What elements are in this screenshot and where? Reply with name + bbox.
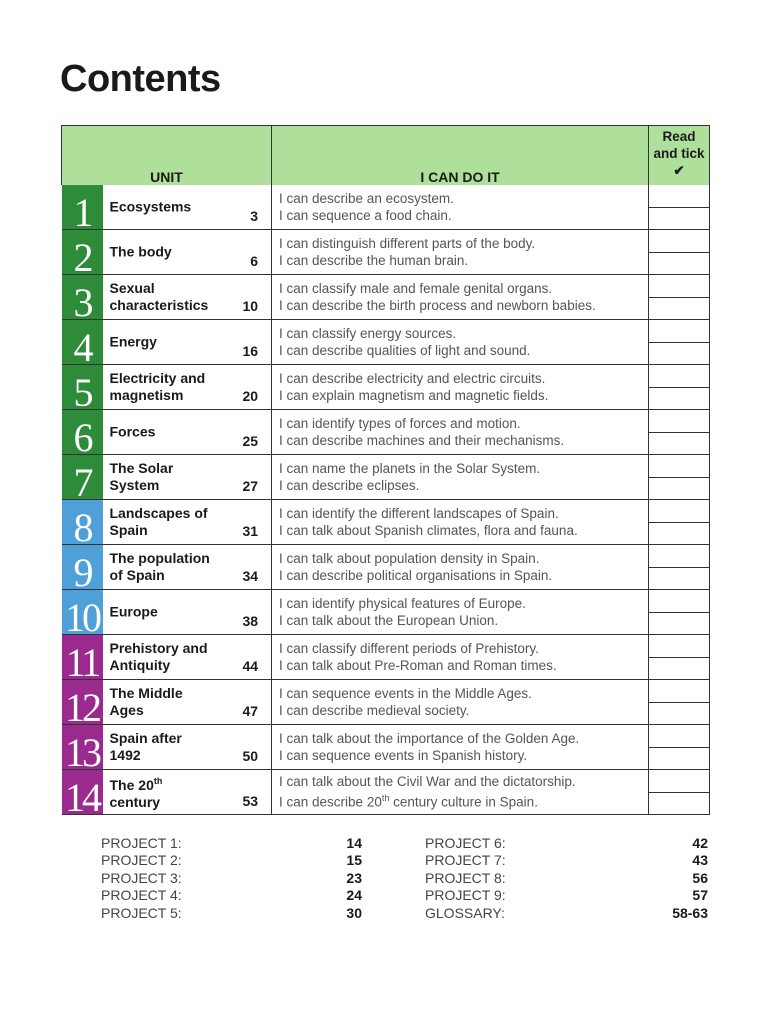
ican-statement: I can talk about Spanish climates, flora and fauna. [279,523,578,538]
unit-number-badge [62,635,103,680]
ican-cell [272,275,649,320]
unit-cell [103,320,272,365]
project-page-number: 58-63 [672,904,708,921]
unit-page-number: 47 [242,703,259,719]
unit-row [62,500,710,545]
unit-row [62,455,710,500]
ican-statement: I can describe machines and their mechanisms. [279,433,565,448]
unit-page-number: 10 [242,298,259,314]
ican-statement: I can classify male and female genital organs. [279,281,553,296]
ican-statement: I can describe political organisations in Spain. [279,568,553,583]
project-page-number: 14 [346,835,362,851]
unit-number-badge [62,545,103,590]
ican-column-header: I CAN DO IT [272,126,649,186]
project-page-number: 42 [692,835,708,851]
tick-checkbox[interactable] [649,681,709,703]
tick-cell [649,185,710,230]
ican-statement: I can describe qualities of light and sound. [279,343,531,358]
ican-statement: I can describe eclipses. [279,478,420,493]
read-tick-column-header [649,126,710,186]
project-label: GLOSSARY: [425,904,505,921]
unit-row [62,770,710,815]
unit-row [62,410,710,455]
tick-checkbox[interactable] [649,523,709,544]
unit-cell [103,680,272,725]
tick-cell [649,545,710,590]
ican-cell [272,185,649,230]
ican-statement: I can distinguish different parts of the body. [279,236,536,251]
project-label: PROJECT 2: [101,852,182,869]
ican-cell [272,635,649,680]
tick-cell [649,365,710,410]
unit-number: 14 [65,775,99,815]
unit-page-number: 16 [242,343,259,359]
unit-name: The population of Spain [109,550,210,583]
unit-name: Forces [109,423,156,440]
unit-number-badge [62,320,103,365]
ican-statement: I can describe electricity and electric circuits. [279,371,546,386]
unit-name: The body [109,243,172,260]
tick-checkbox[interactable] [649,613,709,634]
project-label: PROJECT 7: [425,852,506,869]
ican-cell [272,680,649,725]
ican-cell [272,725,649,770]
unit-page-number: 6 [250,253,259,269]
tick-checkbox[interactable] [649,186,709,208]
tick-checkbox[interactable] [649,793,709,814]
unit-number-badge [62,365,103,410]
unit-name: Energy [109,333,157,350]
checkmark-icon: ✔ [673,163,685,178]
unit-number-badge [62,230,103,275]
unit-cell [103,500,272,545]
unit-page-number: 38 [242,613,259,629]
project-page-number: 23 [346,869,362,886]
ican-statement: I can talk about population density in Spain. [279,551,540,566]
tick-cell [649,275,710,320]
unit-cell [103,635,272,680]
ican-statement: I can describe the human brain. [279,253,469,268]
unit-number-badge [62,680,103,725]
unit-row [62,725,710,770]
unit-number: 12 [65,685,99,725]
ican-cell [272,770,649,815]
ican-cell [272,545,649,590]
project-label: PROJECT 5: [101,904,182,921]
tick-checkbox[interactable] [649,366,709,388]
read-header-line2: and tick [653,146,705,161]
ican-statement: I can describe an ecosystem. [279,191,454,206]
unit-row [62,275,710,320]
project-page-number: 57 [692,887,708,904]
unit-number: 4 [73,325,91,365]
ican-statement: I can talk about the Civil War and the dictatorship. [279,774,576,790]
unit-page-number: 3 [250,208,259,224]
unit-name: Ecosystems [109,198,192,215]
read-header-line1: Read [662,129,696,144]
unit-name: The 20th century [109,776,163,810]
unit-number-badge [62,275,103,320]
unit-cell [103,365,272,410]
unit-row [62,545,710,590]
unit-page-number: 44 [242,658,259,674]
ican-statement: I can identify the different landscapes of Spain. [279,506,559,521]
unit-number: 7 [73,460,91,500]
unit-row [62,590,710,635]
unit-number: 1 [73,190,91,230]
tick-checkbox[interactable] [649,703,709,724]
tick-checkbox[interactable] [649,456,709,478]
unit-page-number: 25 [242,433,259,449]
tick-checkbox[interactable] [649,411,709,433]
ican-statement: I can talk about the importance of the Golden Age. [279,731,580,746]
unit-name: Europe [109,603,158,620]
tick-checkbox[interactable] [649,253,709,274]
tick-cell [649,500,710,545]
unit-cell [103,410,272,455]
unit-page-number: 31 [242,523,259,539]
tick-checkbox[interactable] [649,478,709,499]
project-page-number: 24 [346,887,362,904]
unit-number-badge [62,770,103,815]
ican-statement: I can classify energy sources. [279,326,457,341]
unit-number-badge [62,410,103,455]
tick-checkbox[interactable] [649,231,709,253]
unit-number-badge [62,725,103,770]
ican-cell [272,500,649,545]
tick-checkbox[interactable] [649,568,709,589]
ican-cell [272,410,649,455]
unit-cell [103,770,272,815]
unit-number-badge [62,590,103,635]
unit-cell [103,230,272,275]
unit-number: 13 [65,730,99,770]
project-label: PROJECT 3: [101,869,182,886]
unit-cell [103,545,272,590]
ican-statement: I can identify physical features of Europe. [279,596,526,611]
unit-cell [103,275,272,320]
ican-statement: I can name the planets in the Solar System. [279,461,541,476]
tick-checkbox[interactable] [649,321,709,343]
tick-cell [649,230,710,275]
ican-statement: I can sequence events in the Middle Ages. [279,686,532,701]
unit-cell [103,455,272,500]
unit-page-number: 20 [242,388,259,404]
project-label: PROJECT 1: [101,835,182,851]
ican-statement: I can classify different periods of Prehistory. [279,641,539,656]
project-page-number: 15 [346,852,362,869]
unit-name: The Solar System [109,460,174,493]
ican-statement: I can sequence a food chain. [279,208,452,223]
ican-statement: I can identify types of forces and motion. [279,416,521,431]
tick-checkbox[interactable] [649,388,709,409]
unit-row [62,365,710,410]
unit-cell [103,185,272,230]
ican-statement: I can explain magnetism and magnetic fields. [279,388,549,403]
tick-checkbox[interactable] [649,658,709,679]
unit-name: Spain after 1492 [109,730,182,763]
tick-checkbox[interactable] [649,343,709,364]
ican-statement: I can describe medieval society. [279,703,470,718]
unit-number: 10 [65,595,99,635]
unit-name: Prehistory and Antiquity [109,640,208,673]
unit-page-number: 53 [242,793,259,809]
project-label: PROJECT 6: [425,835,506,851]
unit-cell [103,590,272,635]
tick-checkbox[interactable] [649,546,709,568]
tick-cell [649,455,710,500]
project-page-number: 56 [692,869,708,886]
unit-row [62,230,710,275]
ican-statement: I can describe 20th century culture in Spain. [279,793,538,810]
unit-number: 6 [73,415,91,455]
project-label: PROJECT 8: [425,869,506,886]
tick-cell [649,635,710,680]
ican-cell [272,365,649,410]
page-title: Contents [60,58,221,100]
tick-checkbox[interactable] [649,433,709,454]
unit-cell [103,725,272,770]
ican-cell [272,455,649,500]
unit-number-badge [62,500,103,545]
tick-checkbox[interactable] [649,591,709,613]
contents-table [61,125,710,815]
tick-checkbox[interactable] [649,298,709,319]
unit-number: 8 [73,505,91,545]
unit-name: Landscapes of Spain [109,505,208,538]
tick-cell [649,320,710,365]
unit-number: 3 [73,280,91,320]
unit-row [62,320,710,365]
unit-number-badge [62,185,103,230]
tick-checkbox[interactable] [649,748,709,769]
tick-cell [649,680,710,725]
tick-checkbox[interactable] [649,276,709,298]
ican-statement: I can sequence events in Spanish history. [279,748,528,763]
tick-checkbox[interactable] [649,501,709,523]
ican-cell [272,590,649,635]
ican-cell [272,230,649,275]
project-label: PROJECT 9: [425,887,506,904]
unit-number: 5 [73,370,91,410]
unit-row [62,185,710,230]
tick-cell [649,725,710,770]
ican-statement: I can describe the birth process and newborn babies. [279,298,596,313]
unit-number-badge [62,455,103,500]
unit-name: Electricity and magnetism [109,370,206,403]
unit-number: 9 [73,550,91,590]
unit-row [62,680,710,725]
ican-statement: I can talk about Pre-Roman and Roman times. [279,658,557,673]
ican-statement: I can talk about the European Union. [279,613,499,628]
unit-number: 2 [73,235,91,275]
project-label: PROJECT 4: [101,887,182,904]
project-page-number: 30 [346,904,362,921]
unit-column-header: UNIT [62,126,272,186]
unit-page-number: 50 [242,748,259,764]
ican-cell [272,320,649,365]
tick-checkbox[interactable] [649,771,709,793]
unit-page-number: 27 [242,478,259,494]
tick-checkbox[interactable] [649,726,709,748]
unit-name: Sexual characteristics [109,280,209,313]
tick-checkbox[interactable] [649,636,709,658]
unit-page-number: 34 [242,568,259,584]
tick-cell [649,410,710,455]
tick-cell [649,770,710,815]
unit-row [62,635,710,680]
unit-number: 11 [65,640,99,680]
project-page-number: 43 [692,852,708,869]
tick-cell [649,590,710,635]
tick-checkbox[interactable] [649,208,709,229]
unit-name: The Middle Ages [109,685,183,718]
